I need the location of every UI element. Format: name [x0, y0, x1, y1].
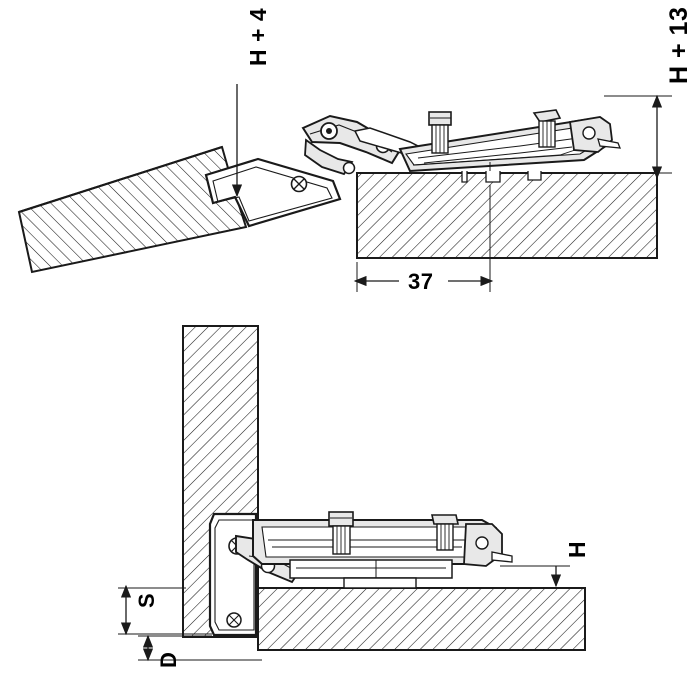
label-h-plus-13: H + 13 [665, 6, 693, 84]
hinge-cup-lower [210, 514, 256, 635]
label-37: 37 [408, 269, 434, 294]
plate-clip-lower [464, 524, 512, 566]
open-hinge-view [19, 84, 672, 292]
adjust-screw-left-lower [329, 512, 353, 554]
label-s: S [134, 592, 159, 608]
cabinet-panel-lower [258, 588, 585, 650]
closed-hinge-view [118, 326, 585, 660]
cabinet-panel-upper [357, 173, 657, 258]
label-h-plus-4: H + 4 [245, 7, 271, 66]
adjust-screw-left-upper [429, 112, 451, 153]
dimension-h-plus-13 [604, 96, 672, 178]
dimension-h [500, 566, 570, 586]
door-panel-upper [19, 147, 246, 272]
label-h: H [564, 540, 590, 558]
label-d: D [156, 651, 181, 668]
mounting-plate-upper [400, 110, 620, 182]
mounting-plate-lower [253, 512, 512, 588]
plate-clip-upper [570, 117, 620, 152]
